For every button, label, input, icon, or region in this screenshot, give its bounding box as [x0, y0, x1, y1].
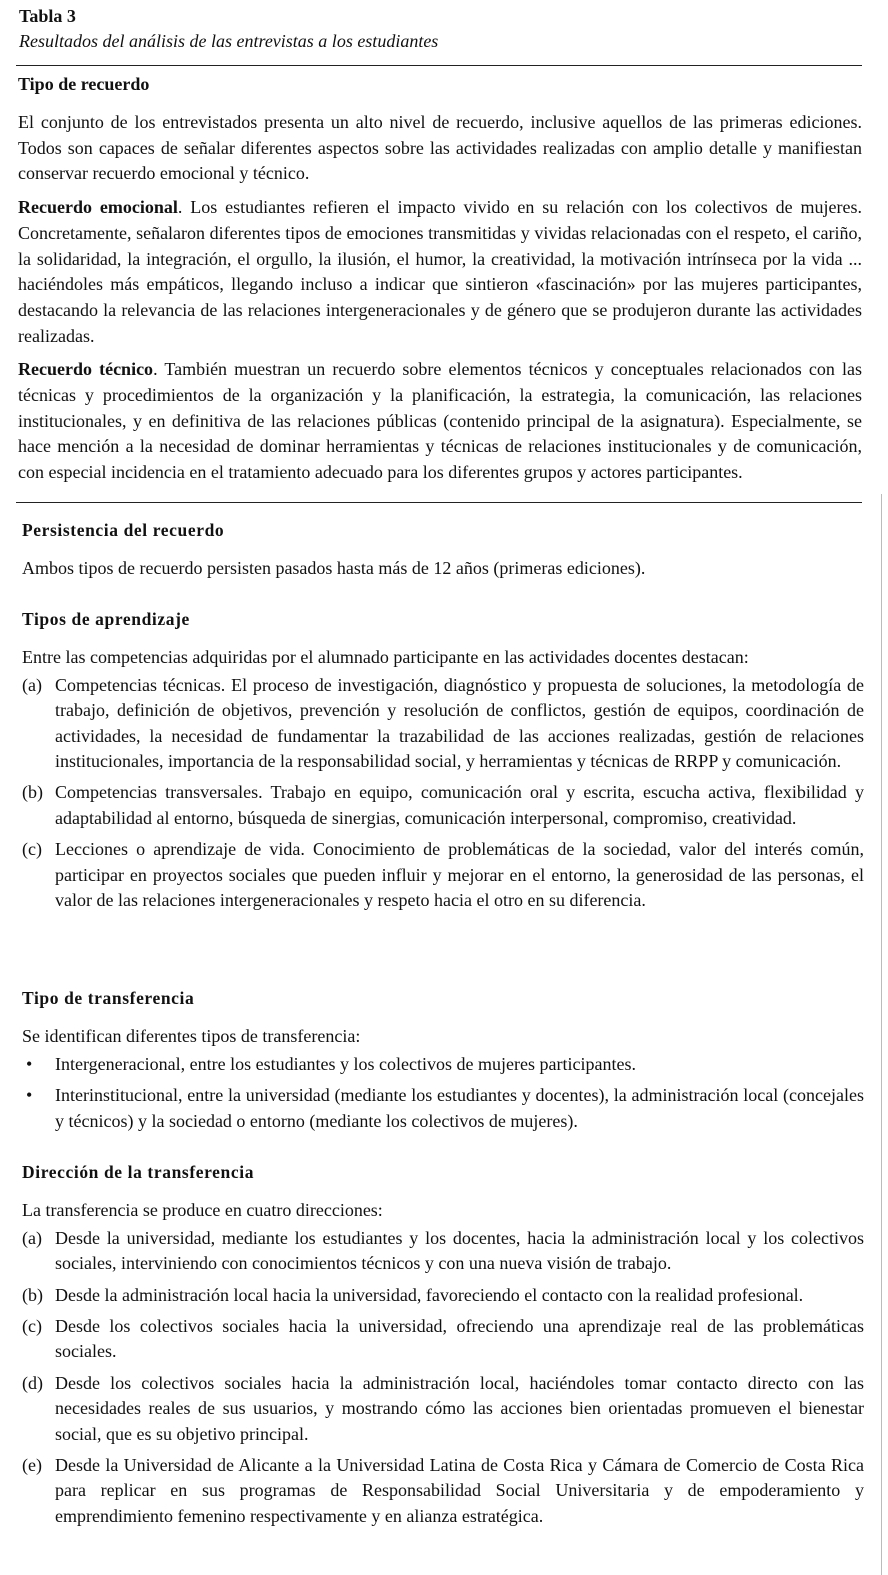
rule-middle: [16, 502, 862, 503]
paragraph-intro: El conjunto de los entrevistados presenta un alto nivel de recuerdo, inclusive aquellos de las primeras ediciones. Todos son capaces de señalar diferentes aspectos sobre las actividades realizadas con amplio detalle y manifiestan conservar recuerdo emocional y técnico.: [18, 112, 862, 184]
paragraph-recuerdo-tecnico: [18, 357, 862, 486]
bullet-marker: •: [26, 1053, 33, 1074]
list-item: [22, 1083, 864, 1134]
section-heading: Persistencia del recuerdo: [22, 520, 225, 540]
list-direccion: [22, 1226, 864, 1529]
list-item: [22, 1226, 864, 1277]
term-recuerdo-tecnico: Recuerdo técnico: [18, 359, 154, 380]
list-marker: (c): [22, 839, 42, 860]
text-recuerdo-tecnico: . También muestran un recuerdo sobre elementos técnicos y conceptuales relacionados con las técnicas y procedimientos de la organización y la planificación, la estrategia, la comunicación, las relaciones institucionales, y en definitiva de las relaciones públicas (contenido principal de la asignatura). Especialmente, se hace mención a la necesidad de dominar herramientas y técnicas de relaciones institucionales y de comunicación, con especial incidencia en el tratamiento adecuado para los diferentes grupos y actores participantes.: [18, 359, 862, 483]
list-marker: (e): [22, 1454, 42, 1475]
list-text: Desde la universidad, mediante los estudiantes y los docentes, hacia la administración local y los colectivos sociales, interviniendo con conocimientos técnicos y con una nueva visión de trabajo.: [55, 1227, 864, 1274]
list-marker: (a): [22, 674, 42, 695]
list-text: Desde la administración local hacia la universidad, favoreciendo el contacto con la realidad profesional.: [55, 1284, 804, 1305]
list-marker: (b): [22, 782, 43, 803]
list-item: [22, 1371, 864, 1447]
bullet-marker: •: [26, 1085, 33, 1106]
list-aprendizaje: [22, 673, 864, 914]
table-label: Tabla 3: [19, 6, 76, 26]
text-recuerdo-emocional: . Los estudiantes refieren el impacto vivido en su relación con los colectivos de mujeres. Concretamente, señalaron diferentes tipos de emociones transmitidas y vividas relacionadas con el respeto, el cariño, la solidaridad, la integración, el orgullo, la ilusión, el humor, la creatividad, la motivación intrínseca por la vida ... haciéndoles más empáticos, llegando incluso a indicar que sintieron «fascinación» por las mujeres participantes, destacando la relevancia de las relaciones intergeneracionales y de género que se produjeron durante las actividades realizadas.: [18, 197, 862, 346]
list-text: Desde los colectivos sociales hacia la administración local, haciéndoles tomar contacto directo con las necesidades reales de sus usuarios, y mostrando cómo las acciones bien orientadas promueven el bienestar social, que es su objetivo principal.: [55, 1372, 864, 1444]
rule-top: [16, 65, 862, 66]
list-item: [22, 1052, 864, 1077]
list-text: Intergeneracional, entre los estudiantes y los colectivos de mujeres participantes.: [55, 1053, 636, 1074]
section-aprendizaje: [22, 607, 864, 919]
list-item: [22, 673, 864, 775]
list-item: [22, 837, 864, 913]
list-text: Desde la Universidad de Alicante a la Universidad Latina de Costa Rica y Cámara de Comercio de Costa Rica para replicar en sus programas de Responsabilidad Social Universitaria y de empoderamiento y emprendimiento femenino respectivamente y en alianza estratégica.: [55, 1454, 864, 1526]
list-item: [22, 780, 864, 831]
paragraph-aprendizaje-intro: Entre las competencias adquiridas por el alumnado participante en las actividades docentes destacan:: [22, 647, 749, 667]
list-marker: (d): [22, 1372, 43, 1393]
list-marker: (a): [22, 1227, 42, 1248]
section-transferencia: [22, 986, 864, 1140]
list-item: [22, 1453, 864, 1529]
list-text: Interinstitucional, entre la universidad (mediante los estudiantes y docentes), la administración local (concejales y técnicos) y la sociedad o entorno (mediante los colectivos de mujeres).: [55, 1085, 864, 1131]
list-text: Lecciones o aprendizaje de vida. Conocimiento de problemáticas de la sociedad, valor del interés común, participar en proyectos sociales que pueden influir y mejorar en el entorno, la generosidad de las personas, el valor de las relaciones intergeneracionales y respeto hacia el otro en su diferencia.: [55, 839, 864, 910]
list-marker: (b): [22, 1284, 43, 1305]
list-text: Competencias transversales. Trabajo en equipo, comunicación oral y escrita, escucha activa, flexibilidad y adaptabilidad al entorno, búsqueda de sinergias, comunicación interpersonal, compromiso, creatividad.: [55, 782, 864, 828]
table-caption: Resultados del análisis de las entrevistas a los estudiantes: [19, 31, 439, 51]
section-heading: Tipo de transferencia: [22, 988, 195, 1008]
term-recuerdo-emocional: Recuerdo emocional: [18, 197, 178, 218]
section-direccion: [22, 1160, 864, 1535]
section-tipo-recuerdo: [18, 72, 862, 486]
page-edge-line: [881, 494, 882, 1575]
section-persistencia: [22, 518, 864, 582]
paragraph-transferencia-intro: Se identifican diferentes tipos de transferencia:: [22, 1026, 361, 1046]
section-heading: Tipo de recuerdo: [18, 74, 150, 94]
list-transferencia: [22, 1052, 864, 1134]
section-heading: Dirección de la transferencia: [22, 1162, 255, 1182]
paragraph-recuerdo-emocional: [18, 195, 862, 349]
list-marker: (c): [22, 1315, 42, 1336]
paragraph-persistencia: Ambos tipos de recuerdo persisten pasados hasta más de 12 años (primeras ediciones).: [22, 558, 646, 578]
list-text: Competencias técnicas. El proceso de investigación, diagnóstico y propuesta de soluciones, la metodología de trabajo, definición de objetivos, prevención y resolución de conflictos, gestión de equipos, coordinación de actividades, la necesidad de fundamentar la trazabilidad de las acciones realizadas, gestión de relaciones institucionales, importancia de la responsabilidad social, y herramientas y técnicas de RRPP y comunicación.: [55, 674, 864, 771]
paragraph-direccion-intro: La transferencia se produce en cuatro direcciones:: [22, 1200, 383, 1220]
section-heading: Tipos de aprendizaje: [22, 609, 190, 629]
list-item: [22, 1283, 864, 1308]
list-text: Desde los colectivos sociales hacia la universidad, ofreciendo una aprendizaje real de las problemáticas sociales.: [55, 1315, 864, 1362]
list-item: [22, 1314, 864, 1365]
